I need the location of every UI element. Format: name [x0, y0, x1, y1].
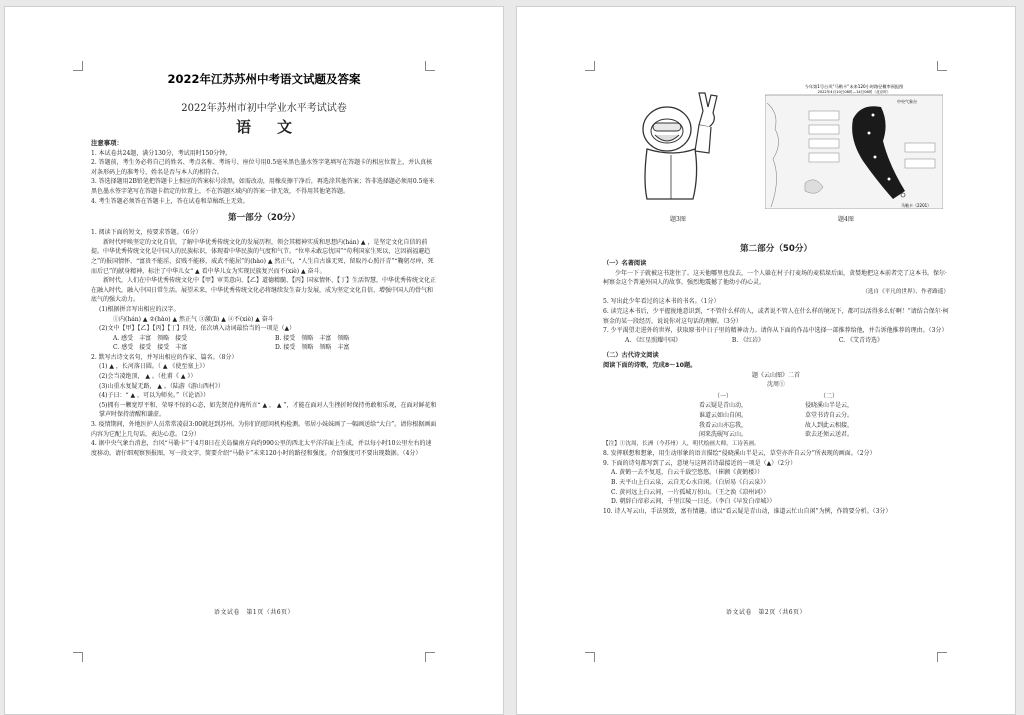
q1-passage-paragraph: 新时代，人们在中华优秀传统文化中【甲】审美意向、【乙】道德精髓、【丙】国家情怀、【丁】生活智慧，中华优秀传统文化正在融入时代，融入中国日常生活。展望未来，中华优秀传统文化必将继续发生奋力发展，成为坚定文化自信、增强中国人的骨气和底气的强大动力。	[91, 277, 437, 304]
map-time: 2022年4月10日08时—14日08时（北京时）	[817, 90, 891, 94]
q2-item: (3)山重水复疑无路， ▲ 。（陆游《游山西村》）	[99, 382, 224, 390]
medic-drawing-figure	[633, 91, 735, 201]
question-4: 4. 据中央气象台消息，台风“马勒卡”于4月8日在关岛偏南方向约990公里的西北太平洋洋面上生成，并以每小时10公里左右的速度移动。请仔细观察预报图，写一段文字，简要介绍“马勒卡”未来120小时的路径和强度。介绍强度可不要出现数据。（4分）	[91, 440, 432, 457]
figures-row	[603, 84, 949, 237]
crop-mark	[937, 61, 947, 71]
q1-subquestion-items: ①内(hán) ▲ ②(hào) ▲ 然正气 ③激(lì) ▲ ④不(xiè) ▲ 奋斗	[113, 315, 274, 323]
q1-options	[91, 334, 437, 353]
poem-label: （一）	[713, 392, 732, 400]
question-3: 3. 疫情期间，外地医护人员常常凌晨3:00就赶到苏州。为你们的慰问机构检测。邻居小妹妹画了一幅画送给“大白”。请你根据画面内容为它配上几句话，表达心意。（2分）	[91, 421, 437, 438]
question-1: 1. 阅读下面的短文，按要求答题。（6分）	[91, 229, 202, 237]
crop-mark	[73, 652, 83, 662]
option: A. 感受 丰富 领略 接受	[113, 334, 188, 342]
part-one-title: 第一部分（20分）	[227, 213, 301, 224]
notice-heading: 注意事项：	[91, 139, 123, 147]
poem-line: 欲去还须云送君。	[805, 431, 854, 439]
q2-item: (5)拥有一颗宽厚平和、荣辱不惊的心态，如先贤范仲淹所言“ ▲ ， ▲ ”，才能在面对人生挫折时保持勇敢和乐观，在面对鲜花和掌声时保持清醒和谦虚。	[99, 401, 437, 419]
question-7: 7. 少平渴望走进外的世界，获取原书中日子里的精神动力。请你从下面的作品中选择一部推荐给他，并告诉他推荐的理由。（3分）	[603, 327, 948, 335]
q9-option: C. 黄河远上白云间，一片孤城万仞山。（王之涣《凉州词》）	[611, 488, 770, 496]
q1-subquestion: (1)根据拼音写出相应的汉字。	[99, 305, 180, 313]
question-5: 5. 写出此少年看过的这本书的书名。（1分）	[603, 298, 720, 306]
exam-page-1	[4, 6, 504, 715]
option: A. 《红星照耀中国》	[625, 336, 682, 344]
poem-note: 【注】①沈周，长洲（今苏州）人，明代绘画大师，工诗善画。	[603, 440, 760, 447]
part-two-title: 第二部分（50分）	[739, 244, 813, 254]
q9-option: A. 黄鹤一去不复返，白云千载空悠悠。（崔颢《黄鹤楼》）	[611, 469, 764, 477]
figure-3-caption: 题3图	[670, 216, 686, 223]
map-legend: 中央气象台	[897, 99, 917, 104]
section-heading: （二）古代诗文阅读	[603, 352, 659, 360]
notice-item: 1. 本试卷共24题，满分130分，考试用时150分钟。	[91, 149, 232, 157]
option: C. 《艾青诗选》	[838, 336, 884, 344]
section-instruction: 阅读下面的诗歌，完成8～10题。	[603, 361, 697, 369]
poems	[603, 392, 949, 440]
option: B. 《红岩》	[731, 336, 765, 344]
exam-title: 2022年苏州市初中学业水平考试试卷	[181, 103, 347, 114]
typhoon-forecast-map	[765, 83, 943, 209]
exam-page-2	[516, 6, 1016, 715]
section-heading: （一）名著阅读	[603, 260, 647, 267]
poem-line: 侵晓溪山半是云，	[805, 402, 854, 410]
poem-line: 看云疑是青山动，	[698, 402, 747, 410]
reading-passage: 少年一下子就被这书迷住了。这天他哪里也没去，一个人躲在村子打麦场的麦秸垛后面，贪婪地把这本前者完了这本书。保尔·柯察金这个普通外国人的故事，强烈地震撼了他幼小的心灵。	[603, 269, 947, 287]
q2-item: (2)会当凌绝顶， ▲ 。（杜甫《 ▲ 》）	[99, 373, 197, 381]
question-10: 10. 诗人写云山，手法别致，富有情趣。请以“看云疑是青山动，谁道云忙山自闲”为例，作简要分析。（3分）	[603, 507, 892, 515]
question-2: 2. 默写古诗文名句，并写出相应的作家、篇名。（8分）	[91, 353, 238, 361]
option: C. 感受 接受 接受 丰富	[113, 344, 188, 352]
poem-line: 闲来洗砚写云山。	[698, 431, 747, 439]
poem-title: 题《云山图》二首	[751, 371, 800, 379]
poem-line: 我看云山亦忘我，	[698, 421, 747, 429]
option: B. 接受 领略 丰富 领略	[275, 334, 350, 342]
page-footer: 语文试卷 第2页（共6页）	[725, 609, 807, 616]
passage-source: （选自《平凡的世界》，作者路遥）	[862, 288, 949, 295]
poem-line: 故人到此云相接，	[805, 421, 854, 429]
notice-item: 2. 答题前，考生务必将自己的姓名、考点名称、考场号、座位号用0.5毫米黑色墨水签字笔填写在答题卡的相应位置上，并认真核对条形码上的准考号、姓名是否与本人的相符合。	[91, 159, 433, 176]
option: D. 接受 领略 领略 丰富	[275, 344, 350, 352]
poem-one	[699, 392, 747, 440]
crop-mark	[585, 61, 595, 71]
q1-subquestion: (2)文中【甲】【乙】【丙】【丁】四处，依次填入动词最恰当的一项是（▲）	[99, 325, 296, 333]
q2-item: (1) ▲ ，长河落日圆。（ ▲ 《使至塞上》）	[99, 363, 209, 371]
q7-options	[603, 336, 949, 346]
question-8: 8. 发挥联想和想象，用生动形象的语言描绘“侵晓溪山半是云，草堂亦许自云分”所表现的画面。（2分）	[603, 450, 876, 458]
crop-mark	[73, 61, 83, 71]
poem-line: 谁道云如山自闲。	[698, 411, 747, 419]
poem-label: （二）	[820, 392, 839, 400]
notice-item: 3. 答选择题用2B铅笔把答题卡上相应的答案标号涂黑，如需改动，用橡皮擦干净后，再选涂其他答案；答非选择题必须用0.5毫米黑色墨水签字笔写在答题卡指定的位置上，不在答题区域内的答案一律无效，不得用其他笔答题。	[91, 178, 435, 195]
poem-two	[805, 392, 853, 440]
q2-item: (4)子曰：“ ▲ ，可以为师矣。”（《论语》）	[99, 392, 210, 400]
map-title: 今年第1号台风“马勒卡”未来120小时路径概率预报图	[804, 84, 904, 89]
page-footer: 语文试卷 第1页（共6页）	[213, 609, 295, 616]
q1-passage-paragraph: 新时代呼唤坚定的文化自信，了解中华优秀传统文化的发展历程，领会其精神实质和思想内(hán) ▲ ，是坚定文化自信的前提。中华优秀传统文化是中国人的民族标识，体现着中华民族的气度和气节。“位卑未敢忘忧国”“苟利国家生死以，岂因祸福避趋之”的报国情怀，“富贵不能淫，贫贱不能移，威武不能屈”的(hào) ▲ 然正气，“人生自古谁无死，留取丹心照汗青”“鞠躬尽瘁，死而后已”的献身精神，标注了中华儿女“ ▲ 看中华儿女为实现民族复兴而不(xiè) ▲ 奋斗。	[91, 238, 434, 275]
q9-option: D. 朝辞白帝彩云间，千里江陵一日还。（李白《早发白帝城》）	[611, 498, 776, 506]
notice-item: 4. 考生答题必须答在答题卡上，答在试卷和草稿纸上无效。	[91, 197, 249, 205]
question-6: 6. 读完这本书后，少平握拢地意识到，“不管什么样的人，或者说不管人在什么样的境况下，都可以活得多么好啊！”请结合保尔·柯察金的某一段经历，说说你对这句话的理解。（3分）	[603, 307, 949, 325]
subject-title: 语文	[235, 118, 318, 136]
q9-option: B. 天平山上白云泉，云自无心水自闲。（白居易《白云泉》）	[611, 479, 770, 487]
crop-mark	[937, 652, 947, 662]
crop-mark	[585, 652, 595, 662]
poem-author: 沈周①	[766, 381, 785, 389]
crop-mark	[425, 652, 435, 662]
document-title: 2022年江苏苏州中考语文试题及答案	[167, 72, 361, 86]
crop-mark	[425, 61, 435, 71]
question-9: 9. 下面的诗句都写到了云，意境与这两首诗最接近的一项是（▲）（2分）	[603, 459, 797, 467]
typhoon-label: 马勒卡（2201）	[901, 203, 932, 208]
figure-4-caption: 题4图	[838, 216, 854, 223]
poem-line: 草堂书诗自云分。	[805, 411, 854, 419]
